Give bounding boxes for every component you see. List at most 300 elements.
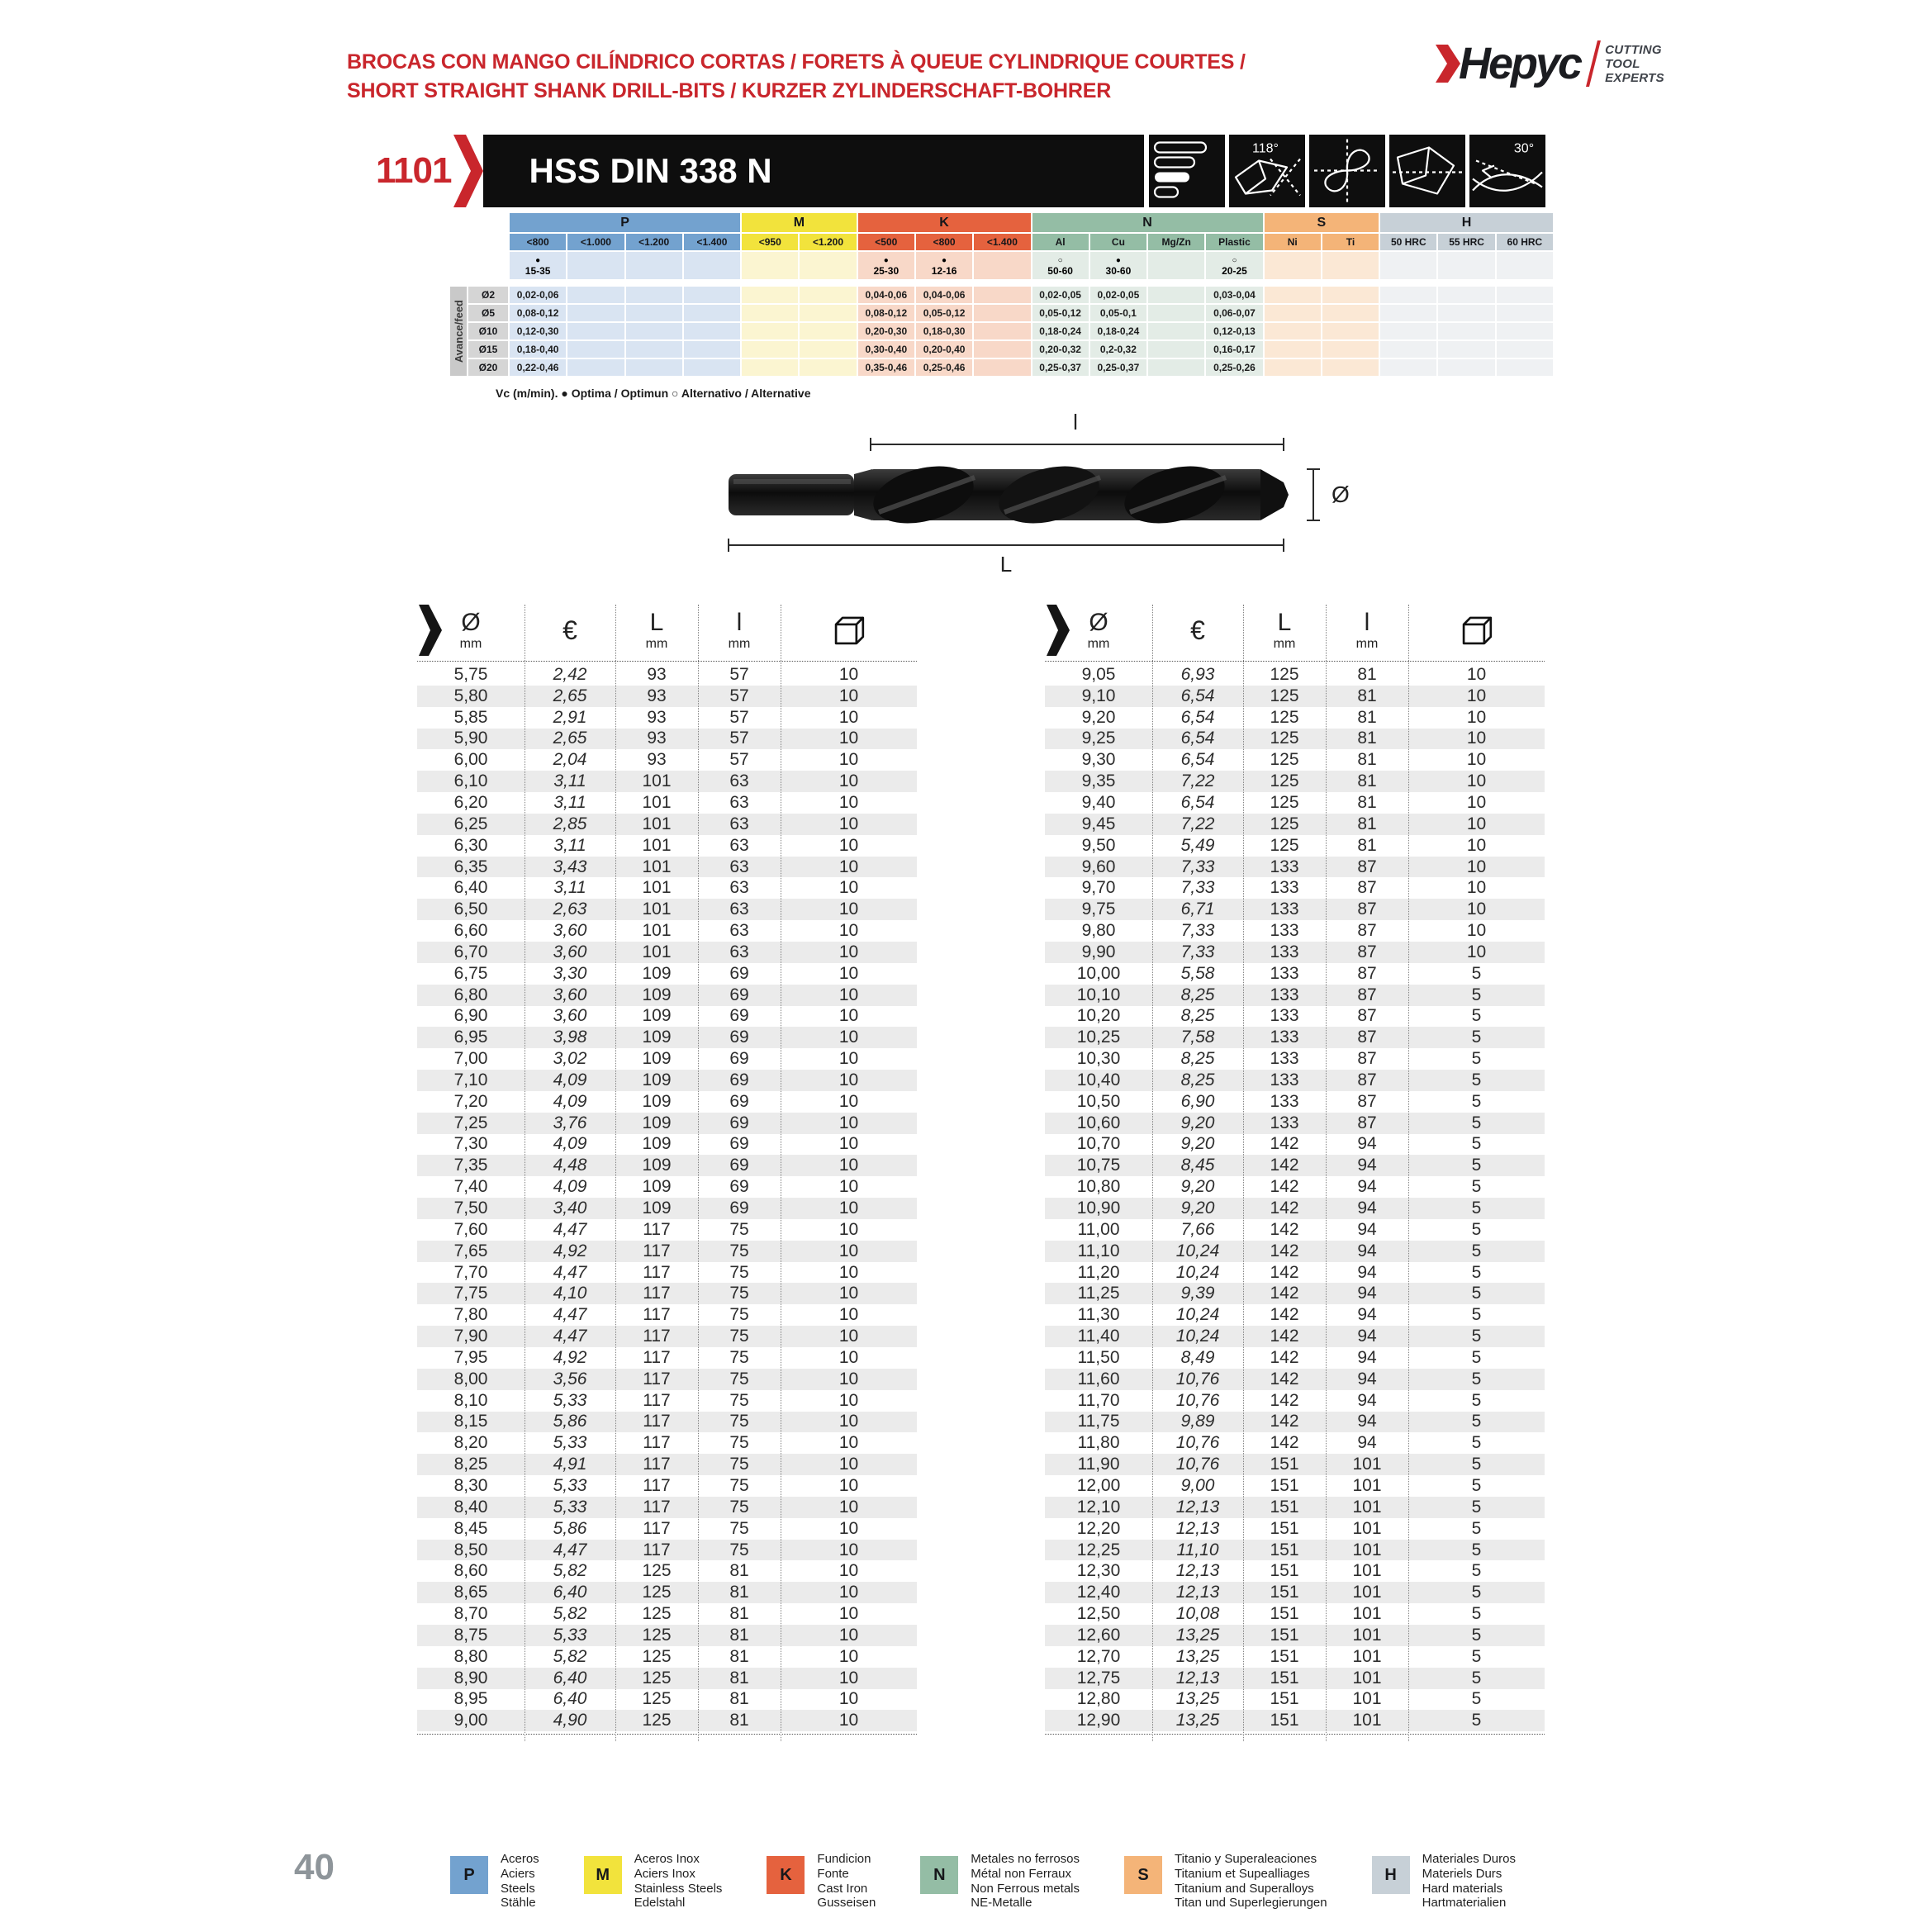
package-qty-value: 10 xyxy=(838,1070,859,1089)
feed-cell: 0,03-0,04 xyxy=(1206,287,1262,303)
vc-dot: ● xyxy=(883,255,889,265)
total-length-value: 101 xyxy=(642,771,672,791)
material-subcol: 60 HRC xyxy=(1497,234,1553,250)
vc-cell xyxy=(974,252,1030,279)
diameter-value: 8,10 xyxy=(453,1390,488,1410)
table-row xyxy=(1045,1582,1545,1603)
table-row xyxy=(417,1113,917,1134)
flute-length-value: 81 xyxy=(1357,814,1377,833)
table-row xyxy=(417,1497,917,1518)
flute-length-value: 81 xyxy=(729,1689,749,1709)
price-value: 4,92 xyxy=(553,1241,587,1260)
table-row xyxy=(417,814,917,835)
diameter-value: 11,90 xyxy=(1077,1455,1120,1474)
feed-cell: 0,18-0,24 xyxy=(1090,323,1146,339)
page-number: 40 xyxy=(294,1847,335,1887)
package-qty-value: 5 xyxy=(1471,1497,1482,1517)
flute-length-value: 87 xyxy=(1357,1049,1377,1069)
price-value: 4,48 xyxy=(553,1156,587,1175)
total-length-value: 117 xyxy=(643,1455,671,1474)
flute-length-value: 87 xyxy=(1357,1006,1377,1026)
package-qty-value: 10 xyxy=(838,1113,859,1132)
legend-line: Fonte xyxy=(817,1866,849,1881)
price-value: 3,30 xyxy=(553,963,587,983)
feed-cell xyxy=(742,323,798,339)
package-qty-value: 10 xyxy=(838,921,859,941)
package-qty-value: 10 xyxy=(1466,878,1487,898)
material-subcol: <1.400 xyxy=(974,234,1030,250)
price-value: 9,89 xyxy=(1180,1412,1215,1431)
total-length-value: 125 xyxy=(1270,814,1299,833)
feed-cell: 0,2-0,32 xyxy=(1090,341,1146,358)
feed-cell: 0,08-0,12 xyxy=(858,305,914,321)
flute-length-value: 87 xyxy=(1357,1028,1377,1047)
table-row xyxy=(417,1646,917,1668)
feed-cell xyxy=(1322,359,1379,376)
table-row xyxy=(417,1241,917,1262)
table-row xyxy=(417,1091,917,1113)
diameter-value: 11,70 xyxy=(1077,1390,1120,1410)
total-length-value: 117 xyxy=(643,1347,671,1367)
table-row xyxy=(1045,771,1545,792)
package-qty-column-header xyxy=(1408,600,1545,661)
total-length-value: 142 xyxy=(1270,1177,1299,1197)
package-qty-value: 10 xyxy=(838,1390,859,1410)
price-column-header xyxy=(1152,600,1243,661)
diameter-value: 11,75 xyxy=(1077,1412,1120,1431)
legend-line: Fundicion xyxy=(817,1852,871,1866)
flute-length-value: 63 xyxy=(729,814,749,833)
diameter-value: 5,85 xyxy=(453,707,488,727)
price-value: 2,85 xyxy=(553,814,587,833)
total-length-value: 125 xyxy=(642,1583,672,1602)
package-qty-value: 10 xyxy=(1466,686,1487,705)
flute-length-value: 69 xyxy=(729,1199,749,1218)
total-length-value: 93 xyxy=(647,729,667,748)
diameter-value: 8,00 xyxy=(453,1369,488,1388)
diameter-value: 6,20 xyxy=(453,792,488,812)
legend-line: Materiels Durs xyxy=(1422,1866,1502,1881)
diameter-value: 7,25 xyxy=(453,1113,488,1132)
diameter-value: 7,90 xyxy=(453,1327,488,1346)
table-row xyxy=(417,1475,917,1497)
table-row xyxy=(417,749,917,771)
price-value: 9,20 xyxy=(1180,1177,1215,1197)
diameter-value: 10,10 xyxy=(1076,985,1121,1004)
price-value: 10,76 xyxy=(1175,1369,1220,1388)
diameter-value: 10,75 xyxy=(1076,1156,1121,1175)
package-qty-value: 5 xyxy=(1471,1134,1482,1154)
flute-length-value: 69 xyxy=(729,1006,749,1026)
package-qty-value: 10 xyxy=(1466,900,1487,919)
feed-cell xyxy=(684,341,740,358)
price-value: 4,47 xyxy=(553,1305,587,1325)
price-value: 4,09 xyxy=(553,1070,587,1089)
flute-length-value: 63 xyxy=(729,857,749,876)
material-group-N: N xyxy=(1032,213,1263,232)
flute-length-value: 94 xyxy=(1357,1305,1377,1325)
price-value: 4,91 xyxy=(553,1455,587,1474)
package-qty-value: 10 xyxy=(1466,814,1487,833)
table-row xyxy=(1045,1262,1545,1284)
feed-cell xyxy=(1497,305,1553,321)
tagline-line: CUTTING xyxy=(1605,42,1662,57)
price-value: 3,60 xyxy=(553,942,587,961)
table-row xyxy=(1045,1689,1545,1711)
material-group-H: H xyxy=(1380,213,1553,232)
total-length-value: 125 xyxy=(642,1646,672,1666)
price-value: 10,24 xyxy=(1175,1305,1220,1325)
flute-length-value: 57 xyxy=(729,664,749,684)
flute-length-value: 57 xyxy=(729,707,749,727)
package-qty-value: 5 xyxy=(1471,1668,1482,1688)
flute-length-value: 81 xyxy=(1357,771,1377,791)
total-length-value: 151 xyxy=(1270,1475,1299,1495)
vc-cell xyxy=(1497,252,1553,279)
feed-cell: 0,18-0,30 xyxy=(916,323,972,339)
diameter-value: 8,65 xyxy=(453,1583,488,1602)
package-qty-value: 5 xyxy=(1471,985,1482,1004)
legend-line: Aceros Inox xyxy=(634,1852,700,1866)
diameter-value: 12,80 xyxy=(1076,1689,1121,1709)
flute-length-value: 81 xyxy=(1357,835,1377,855)
flute-length-value: 94 xyxy=(1357,1412,1377,1431)
package-qty-column-header xyxy=(781,600,917,661)
price-value: 7,58 xyxy=(1180,1028,1215,1047)
total-length-value: 133 xyxy=(1270,1028,1299,1047)
diameter-value: 10,50 xyxy=(1076,1091,1121,1111)
legend-line: Hard materials xyxy=(1422,1881,1503,1896)
legend-lines xyxy=(1422,1852,1516,1911)
logo-tagline xyxy=(1605,43,1664,85)
total-length-value: 109 xyxy=(642,1134,672,1154)
price-value: 5,33 xyxy=(553,1390,587,1410)
flute-length-value: 87 xyxy=(1357,1113,1377,1132)
package-qty-value: 10 xyxy=(838,835,859,855)
package-qty-value: 5 xyxy=(1471,1049,1482,1069)
total-length-value: 117 xyxy=(643,1262,671,1282)
diameter-value: 12,20 xyxy=(1076,1518,1121,1538)
flute-length-value: 63 xyxy=(729,792,749,812)
diameter-value: 8,45 xyxy=(453,1518,488,1538)
table-row xyxy=(417,1198,917,1219)
package-qty-value: 5 xyxy=(1471,1284,1482,1303)
diameter-value: 7,35 xyxy=(453,1156,488,1175)
diameter-value: 12,75 xyxy=(1076,1668,1121,1688)
price-value: 5,86 xyxy=(553,1518,587,1538)
table-row xyxy=(417,877,917,899)
drill-tip xyxy=(1260,469,1289,520)
price-value: 7,33 xyxy=(1180,942,1215,961)
flute-length-value: 81 xyxy=(729,1604,749,1624)
total-length-value: 125 xyxy=(1270,771,1299,791)
package-qty-value: 10 xyxy=(1466,792,1487,812)
feed-cell xyxy=(742,305,798,321)
total-length-value: 125 xyxy=(642,1604,672,1624)
flute-length-value: 69 xyxy=(729,1113,749,1132)
price-value: 5,33 xyxy=(553,1625,587,1645)
price-value: 3,60 xyxy=(553,985,587,1004)
table-row xyxy=(417,1710,917,1731)
price-value: 3,02 xyxy=(553,1049,587,1069)
total-length-value: 125 xyxy=(1270,707,1299,727)
package-qty-value: 10 xyxy=(1466,771,1487,791)
feed-cell xyxy=(626,305,682,321)
flute-length-symbol: l xyxy=(1364,609,1370,636)
vc-cell xyxy=(684,252,740,279)
diameter-value: 9,50 xyxy=(1081,835,1116,855)
price-value: 13,25 xyxy=(1175,1625,1220,1645)
package-qty-value: 10 xyxy=(838,1646,859,1666)
total-length-value: 142 xyxy=(1270,1305,1299,1325)
diameter-label: Ø xyxy=(1332,482,1350,507)
price-value: 8,25 xyxy=(1180,1049,1215,1069)
material-subcol: <1.200 xyxy=(626,234,682,250)
diameter-value: 10,40 xyxy=(1076,1070,1121,1089)
table-row xyxy=(1045,877,1545,899)
price-value: 9,20 xyxy=(1180,1199,1215,1218)
total-length-value: 125 xyxy=(642,1561,672,1581)
total-length-value: 133 xyxy=(1270,900,1299,919)
flute-length-value: 75 xyxy=(729,1262,749,1282)
total-length-value: 151 xyxy=(1270,1689,1299,1709)
package-qty-value: 5 xyxy=(1471,1475,1482,1495)
legend-line: Titanium et Supealliages xyxy=(1175,1866,1310,1881)
legend-line: Steels xyxy=(501,1881,535,1896)
price-value: 6,54 xyxy=(1180,792,1215,812)
feed-cell xyxy=(1497,341,1553,358)
flute-length-value: 94 xyxy=(1357,1284,1377,1303)
feed-cell xyxy=(626,287,682,303)
total-length-value: 117 xyxy=(643,1497,671,1517)
total-length-value: 133 xyxy=(1270,1006,1299,1026)
feed-cell xyxy=(1265,305,1321,321)
vc-footnote: Vc (m/min). ● Optima / Optimun ○ Alternativo / Alternative xyxy=(496,387,811,400)
material-subcol: Ti xyxy=(1322,234,1379,250)
package-qty-value: 5 xyxy=(1471,1177,1482,1197)
total-length-symbol: L xyxy=(649,609,664,636)
package-qty-value: 10 xyxy=(838,1604,859,1624)
total-length-value: 125 xyxy=(1270,664,1299,684)
point-angle-icon xyxy=(1229,135,1305,207)
flute-length-value: 101 xyxy=(1352,1497,1382,1517)
feed-cell: 0,18-0,24 xyxy=(1032,323,1089,339)
diameter-value: 12,90 xyxy=(1076,1711,1121,1730)
price-value: 12,13 xyxy=(1175,1668,1220,1688)
flute-length-value: 75 xyxy=(729,1475,749,1495)
feed-cell: 0,18-0,40 xyxy=(510,341,566,358)
diameter-value: 7,00 xyxy=(453,1049,488,1069)
feed-cell xyxy=(684,323,740,339)
package-qty-value: 10 xyxy=(838,1199,859,1218)
table-row xyxy=(417,686,917,707)
brand-name: Hepyc xyxy=(1459,39,1581,88)
flute-length-value: 75 xyxy=(729,1455,749,1474)
material-subcol: Plastic xyxy=(1206,234,1262,250)
material-subcol: <1.000 xyxy=(567,234,624,250)
feed-cell xyxy=(626,323,682,339)
diameter-value: 6,25 xyxy=(453,814,488,833)
vc-cell xyxy=(1206,252,1262,279)
feed-cell: 0,25-0,46 xyxy=(916,359,972,376)
package-qty-value: 10 xyxy=(838,664,859,684)
table-row xyxy=(417,1006,917,1028)
material-group-S: S xyxy=(1265,213,1379,232)
table-row xyxy=(417,1603,917,1625)
package-qty-value: 10 xyxy=(1466,857,1487,876)
table-row xyxy=(1045,1219,1545,1241)
total-length-value: 151 xyxy=(1270,1711,1299,1730)
column-divider xyxy=(698,605,699,1741)
feed-cell xyxy=(1265,341,1321,358)
table-row xyxy=(417,1347,917,1369)
legend-line: Aceros xyxy=(501,1852,539,1866)
package-qty-value: 10 xyxy=(1466,921,1487,941)
diameter-value: 6,30 xyxy=(453,835,488,855)
diameter-symbol: Ø xyxy=(461,609,481,636)
price-value: 5,49 xyxy=(1180,835,1215,855)
package-qty-value: 5 xyxy=(1471,1262,1482,1282)
diameter-unit: mm xyxy=(459,637,482,651)
total-length-value: 93 xyxy=(647,686,667,705)
diameter-value: 6,40 xyxy=(453,878,488,898)
table-row xyxy=(1045,1518,1545,1540)
flute-length-column-header xyxy=(698,600,781,661)
total-length-value: 125 xyxy=(1270,835,1299,855)
flute-length-value: 75 xyxy=(729,1347,749,1367)
package-qty-value: 10 xyxy=(838,1668,859,1688)
total-length-value: 133 xyxy=(1270,1049,1299,1069)
package-qty-value: 10 xyxy=(1466,835,1487,855)
table-row xyxy=(1045,1668,1545,1689)
package-qty-value: 10 xyxy=(838,1497,859,1517)
package-qty-value: 10 xyxy=(838,878,859,898)
total-length-value: 151 xyxy=(1270,1497,1299,1517)
price-value: 3,40 xyxy=(553,1199,587,1218)
total-length-value: 142 xyxy=(1270,1156,1299,1175)
flute-length-value: 75 xyxy=(729,1305,749,1325)
flute-length-value: 81 xyxy=(1357,750,1377,770)
price-value: 10,76 xyxy=(1175,1433,1220,1453)
price-value: 10,24 xyxy=(1175,1327,1220,1346)
price-value: 3,76 xyxy=(553,1113,587,1132)
feed-cell xyxy=(684,305,740,321)
diameter-value: 9,80 xyxy=(1081,921,1116,941)
flute-length-value: 94 xyxy=(1357,1219,1377,1239)
diameter-value: 10,90 xyxy=(1076,1199,1121,1218)
package-qty-value: 5 xyxy=(1471,1219,1482,1239)
flute-length-value: 81 xyxy=(1357,686,1377,705)
diameter-value: 8,50 xyxy=(453,1540,488,1559)
table-row xyxy=(417,1518,917,1540)
diameter-value: 10,00 xyxy=(1076,963,1121,983)
table-row xyxy=(417,942,917,963)
package-qty-value: 5 xyxy=(1471,1241,1482,1260)
price-column-header xyxy=(525,600,615,661)
total-length-value: 117 xyxy=(643,1433,671,1453)
table-row xyxy=(1045,1176,1545,1198)
feed-cell: 0,25-0,37 xyxy=(1090,359,1146,376)
legend-item-K xyxy=(767,1852,876,1911)
package-qty-value: 10 xyxy=(838,1327,859,1346)
total-length-value: 117 xyxy=(643,1475,671,1495)
flute-length-value: 101 xyxy=(1352,1475,1382,1495)
total-length-value: 117 xyxy=(643,1241,671,1260)
price-table-header xyxy=(417,600,917,661)
table-row xyxy=(417,1454,917,1475)
package-qty-value: 5 xyxy=(1471,1091,1482,1111)
diameter-value: 6,90 xyxy=(453,1006,488,1026)
total-length-value: 101 xyxy=(642,835,672,855)
column-divider xyxy=(615,605,616,1741)
total-length-value: 117 xyxy=(643,1540,671,1559)
feed-row-label: Ø5 xyxy=(468,305,508,321)
total-length-value: 117 xyxy=(643,1284,671,1303)
total-length-value: 109 xyxy=(642,1177,672,1197)
package-qty-value: 10 xyxy=(1466,707,1487,727)
table-row xyxy=(1045,1070,1545,1091)
flute-length-value: 94 xyxy=(1357,1262,1377,1282)
price-value: 6,54 xyxy=(1180,707,1215,727)
diameter-value: 9,40 xyxy=(1081,792,1116,812)
diameter-value: 8,80 xyxy=(453,1646,488,1666)
feed-cell xyxy=(1380,287,1436,303)
total-length-value: 109 xyxy=(642,1091,672,1111)
price-value: 3,98 xyxy=(553,1028,587,1047)
total-length-value: 109 xyxy=(642,985,672,1004)
legend-line: Edelstahl xyxy=(634,1896,686,1911)
diameter-value: 7,20 xyxy=(453,1091,488,1111)
feed-cell xyxy=(567,323,624,339)
price-value: 5,86 xyxy=(553,1412,587,1431)
vc-cell xyxy=(742,252,798,279)
tech-icon-strip xyxy=(1149,135,1545,207)
price-value: 3,60 xyxy=(553,921,587,941)
diameter-value: 7,50 xyxy=(453,1199,488,1218)
total-length-value: 133 xyxy=(1270,1070,1299,1089)
flute-length-value: 81 xyxy=(1357,729,1377,748)
feed-cell xyxy=(567,287,624,303)
product-code: 1101 xyxy=(376,150,452,191)
table-row xyxy=(417,707,917,729)
diameter-value: 6,80 xyxy=(453,985,488,1004)
feed-cell xyxy=(626,341,682,358)
table-row xyxy=(417,920,917,942)
vc-value: 12-16 xyxy=(931,264,957,277)
table-row xyxy=(417,792,917,814)
flute-length-value: 75 xyxy=(729,1327,749,1346)
legend-swatch-S: S xyxy=(1124,1856,1162,1894)
table-row xyxy=(1045,1625,1545,1646)
total-length-value: 142 xyxy=(1270,1241,1299,1260)
table-row xyxy=(417,1155,917,1176)
flute-length-value: 75 xyxy=(729,1497,749,1517)
price-value: 6,54 xyxy=(1180,686,1215,705)
material-subcol: <1.200 xyxy=(800,234,856,250)
flute-length-value: 81 xyxy=(729,1668,749,1688)
table-row xyxy=(417,1582,917,1603)
flute-length-label: l xyxy=(1073,411,1078,434)
total-length-value: 151 xyxy=(1270,1561,1299,1581)
total-length-value: 117 xyxy=(643,1518,671,1538)
flute-length-value: 75 xyxy=(729,1219,749,1239)
feed-cell xyxy=(1148,341,1204,358)
flute-length-value: 57 xyxy=(729,750,749,770)
table-row xyxy=(1045,1390,1545,1412)
feed-cell: 0,02-0,05 xyxy=(1090,287,1146,303)
euro-symbol: € xyxy=(563,615,577,645)
price-value: 4,09 xyxy=(553,1134,587,1154)
